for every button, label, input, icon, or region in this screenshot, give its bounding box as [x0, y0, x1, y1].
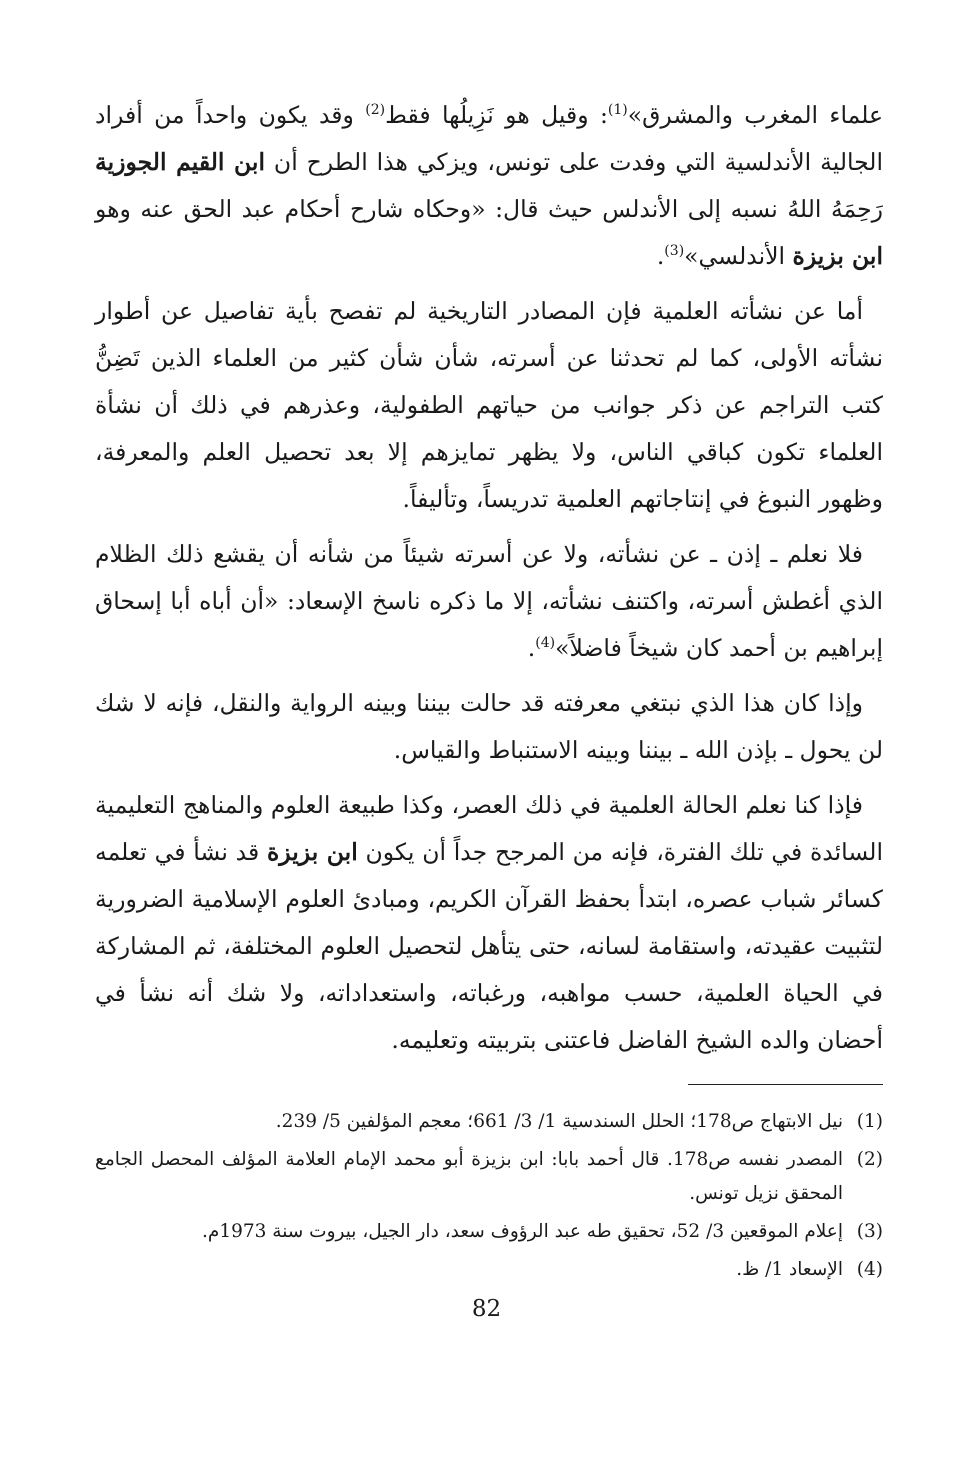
footnote-reference: (3) — [664, 243, 685, 260]
text-run: فإذا كنا نعلم الحالة العلمية في ذلك العصر، وكذا طبيعة العلوم والمناهج التعليمية السائدة في تلك الفترة، فإنه من المرجح جداً أن يكون — [95, 791, 883, 866]
page-body — [95, 92, 883, 1291]
page-number: 82 — [471, 1296, 502, 1322]
text-run: : وقيل هو نَزِيلُها فقط — [385, 101, 608, 129]
text-run: رَحِمَهُ اللهُ نسبه إلى الأندلس حيث قال: «وحكاه شارح أحكام عبد الحق عنه وهو — [95, 195, 883, 223]
text-run: أما عن نشأته العلمية فإن المصادر التاريخية لم تفصح بأية تفاصيل عن أطوار نشأته الأولى، كما لم تحدثنا عن أسرته، شأن شأن كثير من العلماء الذين تَضِنُّ كتب التراجم عن ذكر جوانب من حياتهم الطفولية، وعذرهم في ذلك أن نشأة العلماء تكون كباقي الناس، ولا يظهر تمايزهم إلا بعد تحصيل العلم والمعرفة، وظهور النبوغ في إنتاجاتهم العلمية تدريساً، وتأليفاً. — [95, 297, 883, 513]
text-run: علماء المغرب والمشرق» — [627, 101, 884, 129]
footnote — [95, 1215, 883, 1249]
text-run: قد نشأ في تعلمه كسائر شباب عصره، ابتدأ بحفظ القرآن الكريم، ومبادئ العلوم الإسلامية الضرورية لتثبيت عقيدته، واستقامة لسانه، حتى يتأهل لتحصيل العلوم المختلفة، ثم المشاركة في الحياة العلمية، حسب مواهبه، ورغباته، واستعداداته، ولا شك أنه نشأ في أحضان والده الشيخ الفاضل فاعتنى بتربيته وتعليمه. — [95, 838, 883, 1054]
main-text — [95, 92, 883, 1064]
footnote-reference: (2) — [365, 102, 386, 119]
footnote-text: إعلام الموقعين 3/ 52، تحقيق طه عبد الرؤوف سعد، دار الجيل، بيروت سنة 1973م. — [201, 1221, 843, 1242]
footnote-text: المصدر نفسه ص178. قال أحمد بابا: ابن بزيزة أبو محمد الإمام العلامة المؤلف المحصل الجامع المحقق نزيل تونس. — [95, 1149, 843, 1204]
paragraph — [95, 531, 883, 672]
footnotes — [95, 1105, 883, 1287]
footnote — [95, 1105, 883, 1139]
footnote-reference: (4) — [535, 635, 556, 652]
text-run: فلا نعلم ـ إذن ـ عن نشأته، ولا عن أسرته شيئاً من شأنه أن يقشع ذلك الظلام الذي أغطش أسرته، واكتنف نشأته، إلا ما ذكره ناسخ الإسعاد: «أن أباه أبا إسحاق إبراهيم بن أحمد كان شيخاً فاضلاً» — [95, 540, 883, 662]
footnote-text: الإسعاد 1/ ظ. — [736, 1259, 843, 1280]
text-run: وإذا كان هذا الذي نبتغي معرفته قد حالت بيننا وبينه الرواية والنقل، فإنه لا شك لن يحول ـ بإذن الله ـ بيننا وبينه الاستنباط والقياس. — [95, 689, 883, 764]
bold-name: ابن بزيزة — [792, 242, 883, 270]
footnote-separator — [688, 1084, 883, 1085]
footnote — [95, 1253, 883, 1287]
footnote-number: (3) — [856, 1221, 883, 1242]
footnote-number: (1) — [856, 1111, 883, 1132]
text-run: وقد يكون واحداً من أفراد الجالية الأندلسية التي وفدت على تونس، ويزكي هذا الطرح أن — [95, 101, 883, 176]
paragraph — [95, 288, 883, 523]
footnote-number: (2) — [856, 1149, 883, 1170]
paragraph — [95, 782, 883, 1064]
footnote-number: (4) — [856, 1259, 883, 1280]
paragraph — [95, 680, 883, 774]
bold-name: ابن القيم الجوزية — [95, 148, 266, 176]
text-run: الأندلسي» — [684, 242, 793, 270]
bold-name: ابن بزيزة — [266, 838, 358, 866]
footnote-text: نيل الابتهاج ص178؛ الحلل السندسية 1/ 3/ 661؛ معجم المؤلفين 5/ 239. — [275, 1111, 843, 1132]
paragraph — [95, 92, 883, 280]
text-run: . — [527, 634, 536, 662]
footnote-reference: (1) — [607, 102, 628, 119]
footnote — [95, 1143, 883, 1211]
text-run: . — [656, 242, 665, 270]
